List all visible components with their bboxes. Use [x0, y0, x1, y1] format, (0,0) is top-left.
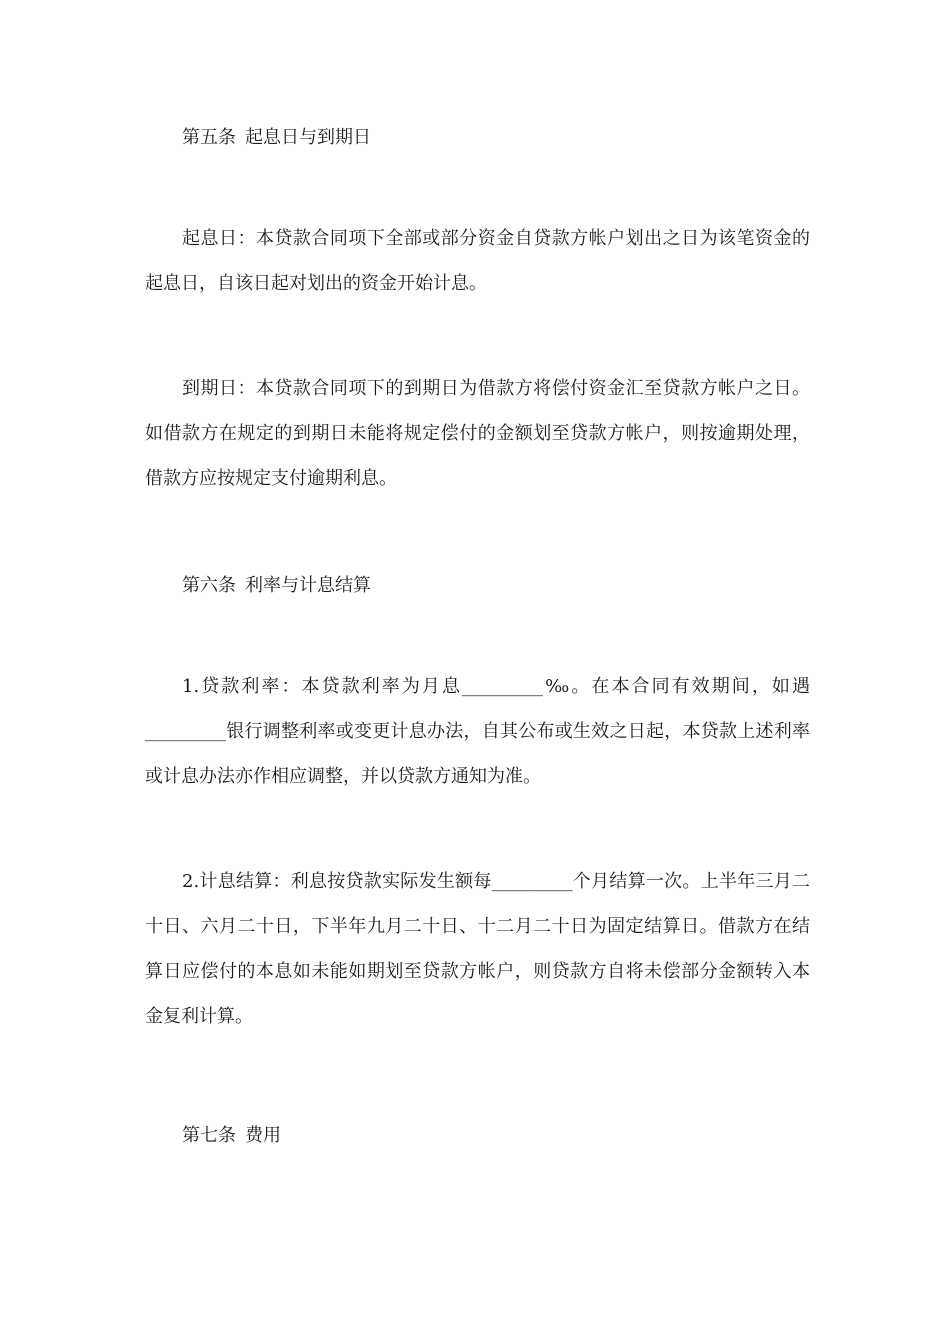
article-5-paragraph-1: 起息日：本贷款合同项下全部或部分资金自贷款方帐户划出之日为该笔资金的起息日，自该日起对划出的资金开始计息。 — [145, 228, 810, 294]
article-6-heading — [182, 574, 371, 598]
article-5-title: 起息日与到期日 — [245, 127, 371, 148]
article-7-heading — [182, 1124, 281, 1148]
article-5-paragraph-2: 到期日：本贷款合同项下的到期日为借款方将偿付资金汇至贷款方帐户之日。如借款方在规定的到期日未能将规定偿付的金额划至贷款方帐户，则按逾期处理，借款方应按规定支付逾期利息。 — [145, 378, 810, 489]
article-5-heading — [182, 126, 371, 150]
article-6-number: 第六条 — [182, 575, 236, 596]
article-5-number: 第五条 — [182, 127, 236, 148]
article-6-paragraph-2: 2.计息结算：利息按贷款实际发生额每_________个月结算一次。上半年三月二十日、六月二十日，下半年九月二十日、十二月二十日为固定结算日。借款方在结算日应偿付的本息如未能如期划至贷款方帐户，则贷款方自将未偿部分金额转入本金复利计算。 — [145, 871, 810, 1027]
article-6-paragraph-1: 1.贷款利率：本贷款利率为月息_________‰。在本合同有效期间，如遇_________银行调整利率或变更计息办法，自其公布或生效之日起，本贷款上述利率或计息办法亦作相应调整，并以贷款方通知为准。 — [145, 676, 810, 787]
article-7-title: 费用 — [245, 1125, 281, 1146]
article-7-number: 第七条 — [182, 1125, 236, 1146]
article-6-title: 利率与计息结算 — [245, 575, 371, 596]
